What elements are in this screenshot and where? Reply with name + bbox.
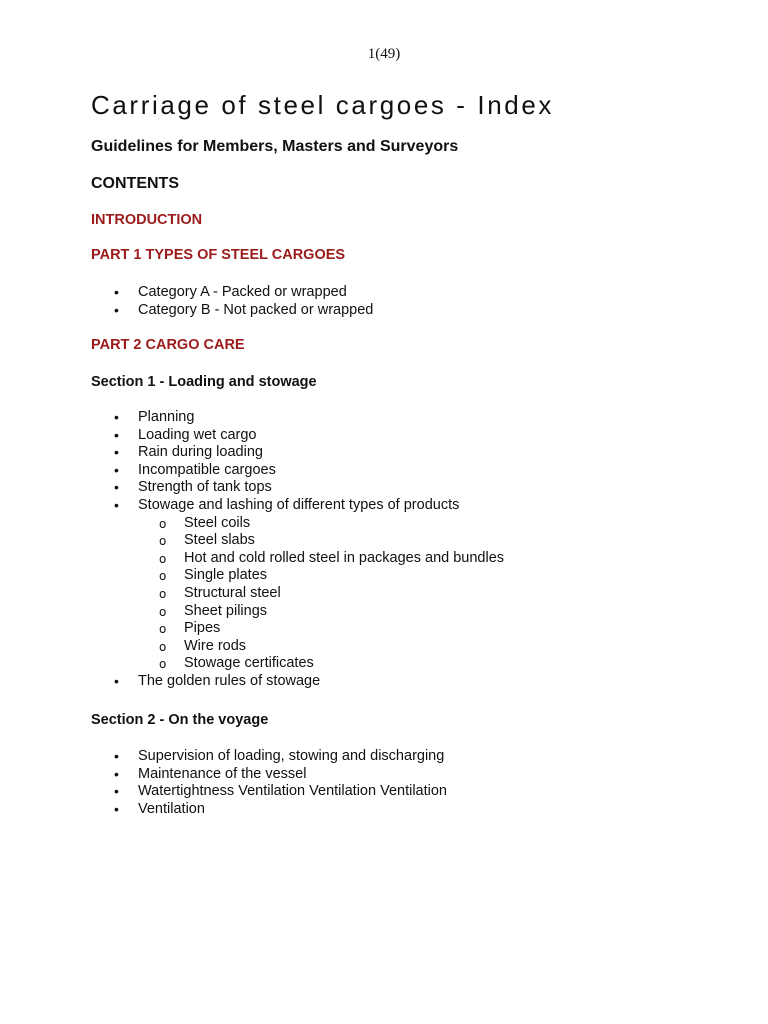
bullet-icon: • xyxy=(114,461,119,478)
sub-list-item xyxy=(138,620,504,638)
section2-heading: Section 2 - On the voyage xyxy=(91,712,269,728)
bullet-icon: • xyxy=(114,409,119,425)
list-item-label: Rain during loading xyxy=(138,444,263,461)
section2-list xyxy=(0,748,447,818)
sub-list-item xyxy=(138,532,504,550)
list-item xyxy=(0,766,447,784)
circle-bullet-icon: o xyxy=(159,657,167,672)
list-item-label: Category A - Packed or wrapped xyxy=(138,284,347,300)
bullet-icon: • xyxy=(114,783,119,800)
sub-list-item-label: Structural steel xyxy=(184,584,281,601)
list-item-label: Incompatible cargoes xyxy=(138,461,276,478)
sub-list-item xyxy=(138,638,504,656)
circle-bullet-icon: o xyxy=(159,622,167,637)
bullet-icon: • xyxy=(114,301,119,318)
list-item xyxy=(0,284,373,302)
bullet-icon: • xyxy=(114,672,119,689)
sub-list-item-label: Wire rods xyxy=(184,637,247,654)
list-item-label: Category B - Not packed or wrapped xyxy=(138,301,374,318)
list-item-label: Planning xyxy=(138,409,195,425)
sub-list-item-label: Pipes xyxy=(184,620,221,637)
list-item-label: Supervision of loading, stowing and discharging xyxy=(138,748,445,764)
section1-heading: Section 1 - Loading and stowage xyxy=(91,374,317,390)
list-item xyxy=(0,748,447,766)
circle-bullet-icon: o xyxy=(159,569,167,584)
bullet-icon: • xyxy=(114,426,119,443)
sub-list-item-label: Single plates xyxy=(184,567,268,584)
sub-list-item-label: Hot and cold rolled steel in packages and bundles xyxy=(184,549,505,566)
sub-list-item xyxy=(138,515,504,533)
sub-list-item xyxy=(138,585,504,603)
sub-list-item xyxy=(138,603,504,621)
part2-heading: PART 2 CARGO CARE xyxy=(91,337,245,353)
document-subtitle: Guidelines for Members, Masters and Surveyors xyxy=(91,138,459,155)
sub-list-item-label: Stowage certificates xyxy=(184,655,314,672)
list-item-label: The golden rules of stowage xyxy=(138,672,321,689)
circle-bullet-icon: o xyxy=(159,534,167,549)
circle-bullet-icon: o xyxy=(159,604,167,619)
sub-list-item xyxy=(138,655,504,673)
stowage-products-sublist xyxy=(138,515,504,673)
bullet-icon: • xyxy=(114,765,119,782)
list-item-label: Loading wet cargo xyxy=(138,426,257,443)
circle-bullet-icon: o xyxy=(159,516,167,531)
sub-list-item xyxy=(138,567,504,585)
list-item xyxy=(0,409,504,427)
circle-bullet-icon: o xyxy=(159,551,167,566)
document-title: Carriage of steel cargoes - Index xyxy=(91,90,554,120)
bullet-icon: • xyxy=(114,284,119,300)
list-item xyxy=(0,302,373,320)
introduction-heading: INTRODUCTION xyxy=(91,212,203,228)
list-item xyxy=(0,673,504,691)
page-number: 1(49) xyxy=(367,46,401,62)
part1-list xyxy=(0,284,373,319)
bullet-icon: • xyxy=(114,479,119,496)
bullet-icon: • xyxy=(114,800,119,817)
bullet-icon: • xyxy=(114,496,119,513)
sub-list-item xyxy=(138,550,504,568)
sub-list-item-label: Steel coils xyxy=(184,514,251,531)
part1-heading: PART 1 TYPES OF STEEL CARGOES xyxy=(91,247,346,263)
sub-list-item-label: Steel slabs xyxy=(184,532,255,549)
list-item-label: Ventilation xyxy=(138,800,205,817)
list-item-label: Watertightness Ventilation Ventilation Ventilation xyxy=(138,783,447,800)
list-item-label: Strength of tank tops xyxy=(138,479,272,496)
list-item xyxy=(0,783,447,801)
list-item-label: Stowage and lashing of different types of products xyxy=(138,496,460,513)
bullet-icon: • xyxy=(114,444,119,461)
list-item xyxy=(0,462,504,480)
circle-bullet-icon: o xyxy=(159,586,167,601)
list-item xyxy=(0,427,504,445)
section1-list xyxy=(0,409,504,691)
list-item xyxy=(0,497,504,673)
bullet-icon: • xyxy=(114,748,119,764)
list-item xyxy=(0,444,504,462)
contents-heading: CONTENTS xyxy=(91,175,179,192)
list-item xyxy=(0,801,447,819)
sub-list-item-label: Sheet pilings xyxy=(184,602,268,619)
list-item-label: Maintenance of the vessel xyxy=(138,765,307,782)
circle-bullet-icon: o xyxy=(159,639,167,654)
list-item xyxy=(0,479,504,497)
